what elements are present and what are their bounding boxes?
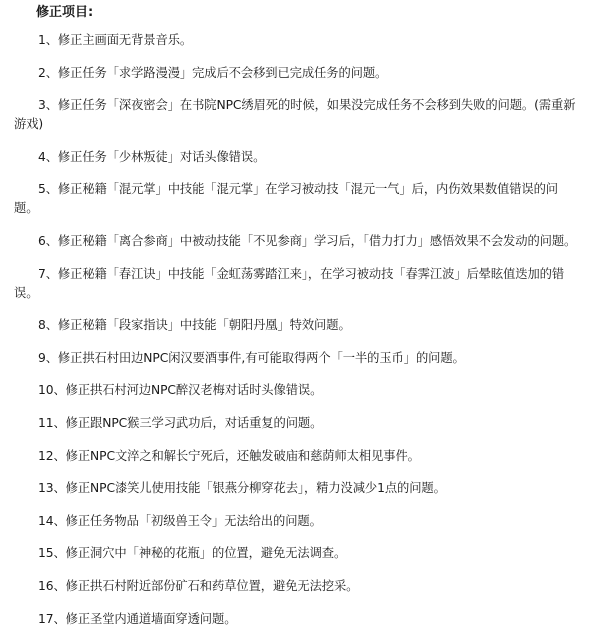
fix-item-12: 12、修正NPC文淬之和解长宁死后，还触发破庙和慈荫师太相见事件。 xyxy=(38,448,420,463)
fix-item-16: 16、修正拱石村附近部份矿石和药草位置，避免无法挖采。 xyxy=(38,578,359,593)
fix-item-3: 3、修正任务「深夜密会」在书院NPC绣眉死的时候，如果没完成任务不会移到失败的问题。(需重新游戏) xyxy=(14,98,576,132)
fix-item-13: 13、修正NPC漆笑儿使用技能「银燕分柳穿花去」，精力没减少1点的问题。 xyxy=(38,481,446,496)
fix-item-4: 4、修正任务「少林叛徒」对话头像错误。 xyxy=(38,149,266,164)
fix-item-14: 14、修正任务物品「初级兽王令」无法给出的问题。 xyxy=(38,513,322,528)
fix-item-11: 11、修正跟NPC猴三学习武功后，对话重复的问题。 xyxy=(38,415,323,430)
fix-item-15: 15、修正洞穴中「神秘的花瓶」的位置，避免无法调查。 xyxy=(38,546,347,561)
fix-item-6: 6、修正秘籍「离合参商」中被动技能「不见参商」学习后，「借力打力」感悟效果不会发动的问题。 xyxy=(38,233,577,248)
fix-item-9: 9、修正拱石村田边NPC闲汉要酒事件,有可能取得两个「一半的玉币」的问题。 xyxy=(38,350,465,365)
fix-item-5: 5、修正秘籍「混元掌」中技能「混元掌」在学习被动技「混元一气」后，内伤效果数值错误的问题。 xyxy=(14,182,558,216)
fix-item-1: 1、修正主画面无背景音乐。 xyxy=(38,33,193,47)
fix-item-10: 10、修正拱石村河边NPC醉汉老梅对话时头像错误。 xyxy=(38,383,323,398)
section-heading: 修正项目: xyxy=(36,5,94,20)
fix-item-7: 7、修正秘籍「春江诀」中技能「金虹荡雾踏江来」，在学习被动技「春霁江波」后晕眩值迭加的错误。 xyxy=(14,266,565,300)
fix-list xyxy=(14,31,582,629)
fix-item-8: 8、修正秘籍「段家指诀」中技能「朝阳丹凰」特效问题。 xyxy=(38,318,351,333)
fix-item-17: 17、修正圣堂内通道墙面穿透问题。 xyxy=(38,611,237,626)
fix-item-2: 2、修正任务「求学路漫漫」完成后不会移到已完成任务的问题。 xyxy=(38,65,388,80)
